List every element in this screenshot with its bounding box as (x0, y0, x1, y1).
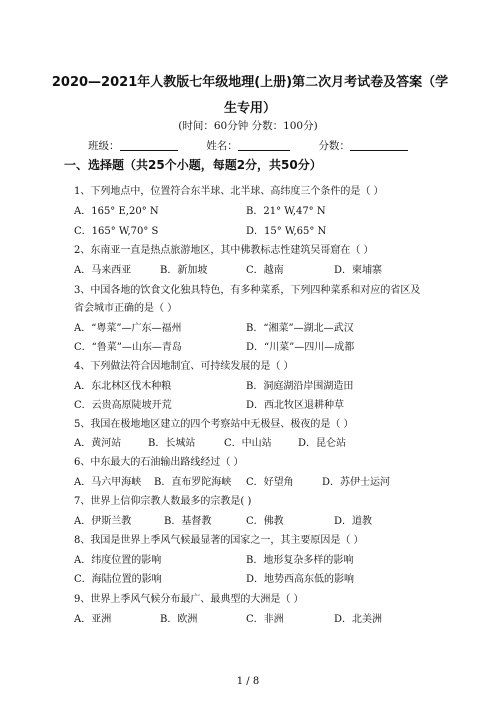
exam-title (40, 70, 460, 122)
question-stem: 8、我国是世界上季风气候最显著的国家之一，其主要原因是（ ） (74, 535, 364, 546)
question-option: C．好望角 (246, 477, 294, 488)
question-option: B．长城站 (148, 438, 196, 449)
section-heading: 一、选择题（共25个小题，每题2分，共50分） (64, 158, 322, 172)
question-stem-continued: 省会城市正确的是（ ） (74, 303, 178, 314)
question-option: D．苏伊士运河 (322, 477, 391, 488)
question-option: A．黄河站 (74, 438, 122, 449)
question-option: C．海陆位置的影响 (74, 574, 162, 585)
question-stem: 2、东南亚一直是热点旅游地区，其中佛教标志性建筑吴哥窟在（ ） (74, 245, 374, 256)
question-option: A．纬度位置的影响 (74, 555, 162, 566)
exam-meta: (时间：60分钟 分数：100分) (178, 120, 318, 132)
page-number: 1 / 8 (236, 676, 260, 687)
question-option: B．“湘菜”—湖北—武汉 (246, 323, 354, 334)
class-blank (120, 139, 178, 151)
question-option: D．“川菜”—四川—成都 (246, 342, 355, 353)
question-option: B．欧洲 (160, 614, 198, 625)
question-option: A．马六甲海峡 (74, 477, 142, 488)
question-option: B．洞庭湖沿岸围湖造田 (246, 381, 354, 392)
question-option: C．云贵高原陡坡开荒 (74, 400, 172, 411)
question-stem: 3、中国各地的饮食文化独具特色，有多种菜系，下列四种菜系和对应的省区及 (74, 285, 421, 296)
question-option: B．21° W,47° N (246, 206, 326, 217)
question-option: C．“鲁菜”—山东—青岛 (74, 342, 182, 353)
question-stem: 4、下列做法符合因地制宜、可持续发展的是（ ） (74, 361, 294, 372)
question-option: C．佛教 (246, 516, 284, 527)
question-option: B．地形复杂多样的影响 (246, 555, 354, 566)
score-label: 分数： (318, 140, 350, 152)
question-option: A．东北林区伐木种粮 (74, 381, 172, 392)
question-option: D．昆仑站 (298, 438, 347, 449)
exam-title-line-1: 2020—2021年人教版七年级地理(上册)第二次月考试卷及答案（学 (51, 75, 449, 90)
question-option: D．地势西高东低的影响 (246, 574, 355, 585)
question-option: C．中山站 (224, 438, 272, 449)
question-option: B．新加坡 (160, 265, 208, 276)
question-option: A．“粤菜”—广东—福州 (74, 323, 182, 334)
question-option: A．马来西亚 (74, 265, 132, 276)
name-label: 姓名： (206, 140, 238, 152)
question-stem: 5、我国在极地地区建立的四个考察站中无极昼、极夜的是（ ） (74, 419, 354, 430)
question-option: B．直布罗陀海峡 (154, 477, 232, 488)
name-blank (238, 139, 290, 151)
question-stem: 1、下列地点中，位置符合东半球、北半球、高纬度三个条件的是（ ） (74, 186, 384, 197)
question-option: A．165° E,20° N (74, 206, 159, 217)
score-blank (350, 139, 408, 151)
question-option: D．道教 (334, 516, 373, 527)
class-label: 班级： (88, 140, 120, 152)
question-option: D．15° W,65° N (246, 226, 327, 237)
question-option: D．柬埔寨 (334, 265, 383, 276)
exam-title-line-2: 生专用） (223, 101, 276, 116)
question-option: C．165° W,70° S (74, 226, 159, 237)
question-stem: 6、中东最大的石油输出路线经过（ ） (74, 457, 244, 468)
question-option: A．亚洲 (74, 614, 112, 625)
question-option: D．西北牧区退耕种草 (246, 400, 345, 411)
question-stem: 9、世界上季风气候分布最广、最典型的大洲是（ ） (74, 594, 304, 605)
question-option: D．北美洲 (334, 614, 383, 625)
question-option: C．非洲 (246, 614, 284, 625)
question-option: A．伊斯兰教 (74, 516, 132, 527)
question-option: B．基督教 (164, 516, 212, 527)
student-info-fields (0, 138, 496, 153)
question-option: C．越南 (246, 265, 284, 276)
question-stem: 7、世界上信仰宗教人数最多的宗教是( ) (74, 496, 252, 507)
